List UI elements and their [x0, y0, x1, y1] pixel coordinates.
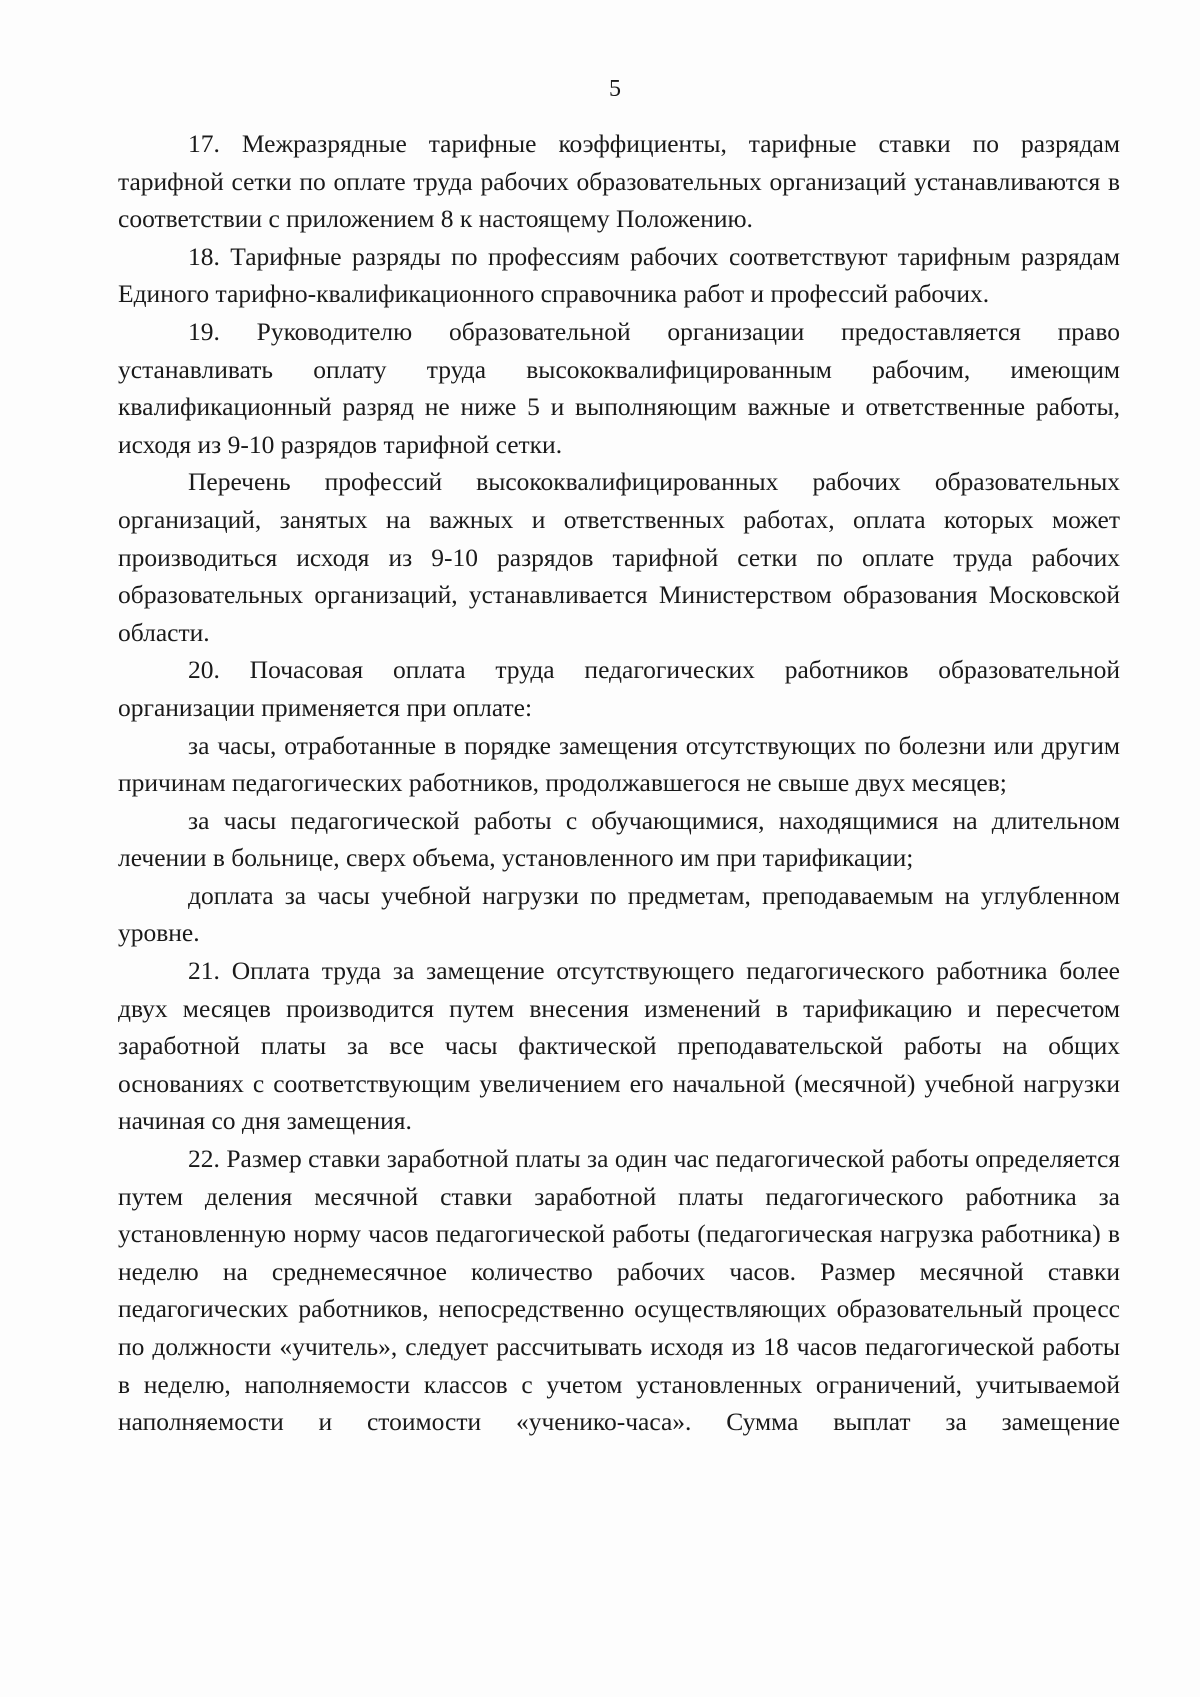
paragraph-18: 18. Тарифные разряды по профессиям рабочих соответствуют тарифным разрядам Единого тарифно-квалификационного справочника работ и профессий рабочих. — [118, 241, 1120, 309]
paragraph-21: 21. Оплата труда за замещение отсутствующего педагогического работника более двух месяцев производится путем внесения изменений в тарификацию и пересчетом заработной платы за все часы фактической преподавательской работы на общих основаниях с соответствующим увеличением его начальной (месячной) учебной нагрузки начиная со дня замещения. — [118, 956, 1120, 1136]
page-number: 5 — [609, 76, 621, 102]
paragraph-20-item-advanced-level: доплата за часы учебной нагрузки по предметам, преподаваемым на углубленном уровне. — [118, 880, 1120, 948]
paragraph-22: 22. Размер ставки заработной платы за один час педагогической работы определяется путем деления месячной ставки заработной платы педагогического работника за установленную норму часов педагогической работы (педагогическая нагрузка работника) в неделю на среднемесячное количество рабочих часов. Размер месячной ставки педагогических работников, непосредственно осуществляющих образовательный процесс по должности «учитель», следует рассчитывать исходя из 18 часов педагогической работы в неделю, наполняемости классов с учетом установленных ограничений, учитываемой наполняемости и стоимости «ученико-часа». Сумма выплат за замещение — [118, 1144, 1120, 1437]
paragraph-20-item-hospital: за часы педагогической работы с обучающимися, находящимися на длительном лечении в больнице, сверх объема, установленного им при тарификации; — [118, 805, 1120, 873]
paragraph-19: 19. Руководителю образовательной организации предоставляется право устанавливать оплату труда высококвалифицированным рабочим, имеющим квалификационный разряд не ниже 5 и выполняющим важные и ответственные работы, исходя из 9-10 разрядов тарифной сетки. — [118, 316, 1120, 459]
paragraph-17: 17. Межразрядные тарифные коэффициенты, тарифные ставки по разрядам тарифной сетки по оплате труда рабочих образовательных организаций устанавливаются в соответствии с приложением 8 к настоящему Положению. — [118, 129, 1120, 234]
document-body — [118, 125, 1120, 1441]
paragraph-20-item-substitution: за часы, отработанные в порядке замещения отсутствующих по болезни или другим причинам педагогических работников, продолжавшегося не свыше двух месяцев; — [118, 730, 1120, 798]
paragraph-19-list-of-professions: Перечень профессий высококвалифицированных рабочих образовательных организаций, занятых на важных и ответственных работах, оплата которых может производиться исходя из 9-10 разрядов тарифной сетки по оплате труда рабочих образовательных организаций, устанавливается Министерством образования Московской области. — [118, 467, 1120, 647]
paragraph-20: 20. Почасовая оплата труда педагогических работников образовательной организации применяется при оплате: — [118, 655, 1120, 722]
